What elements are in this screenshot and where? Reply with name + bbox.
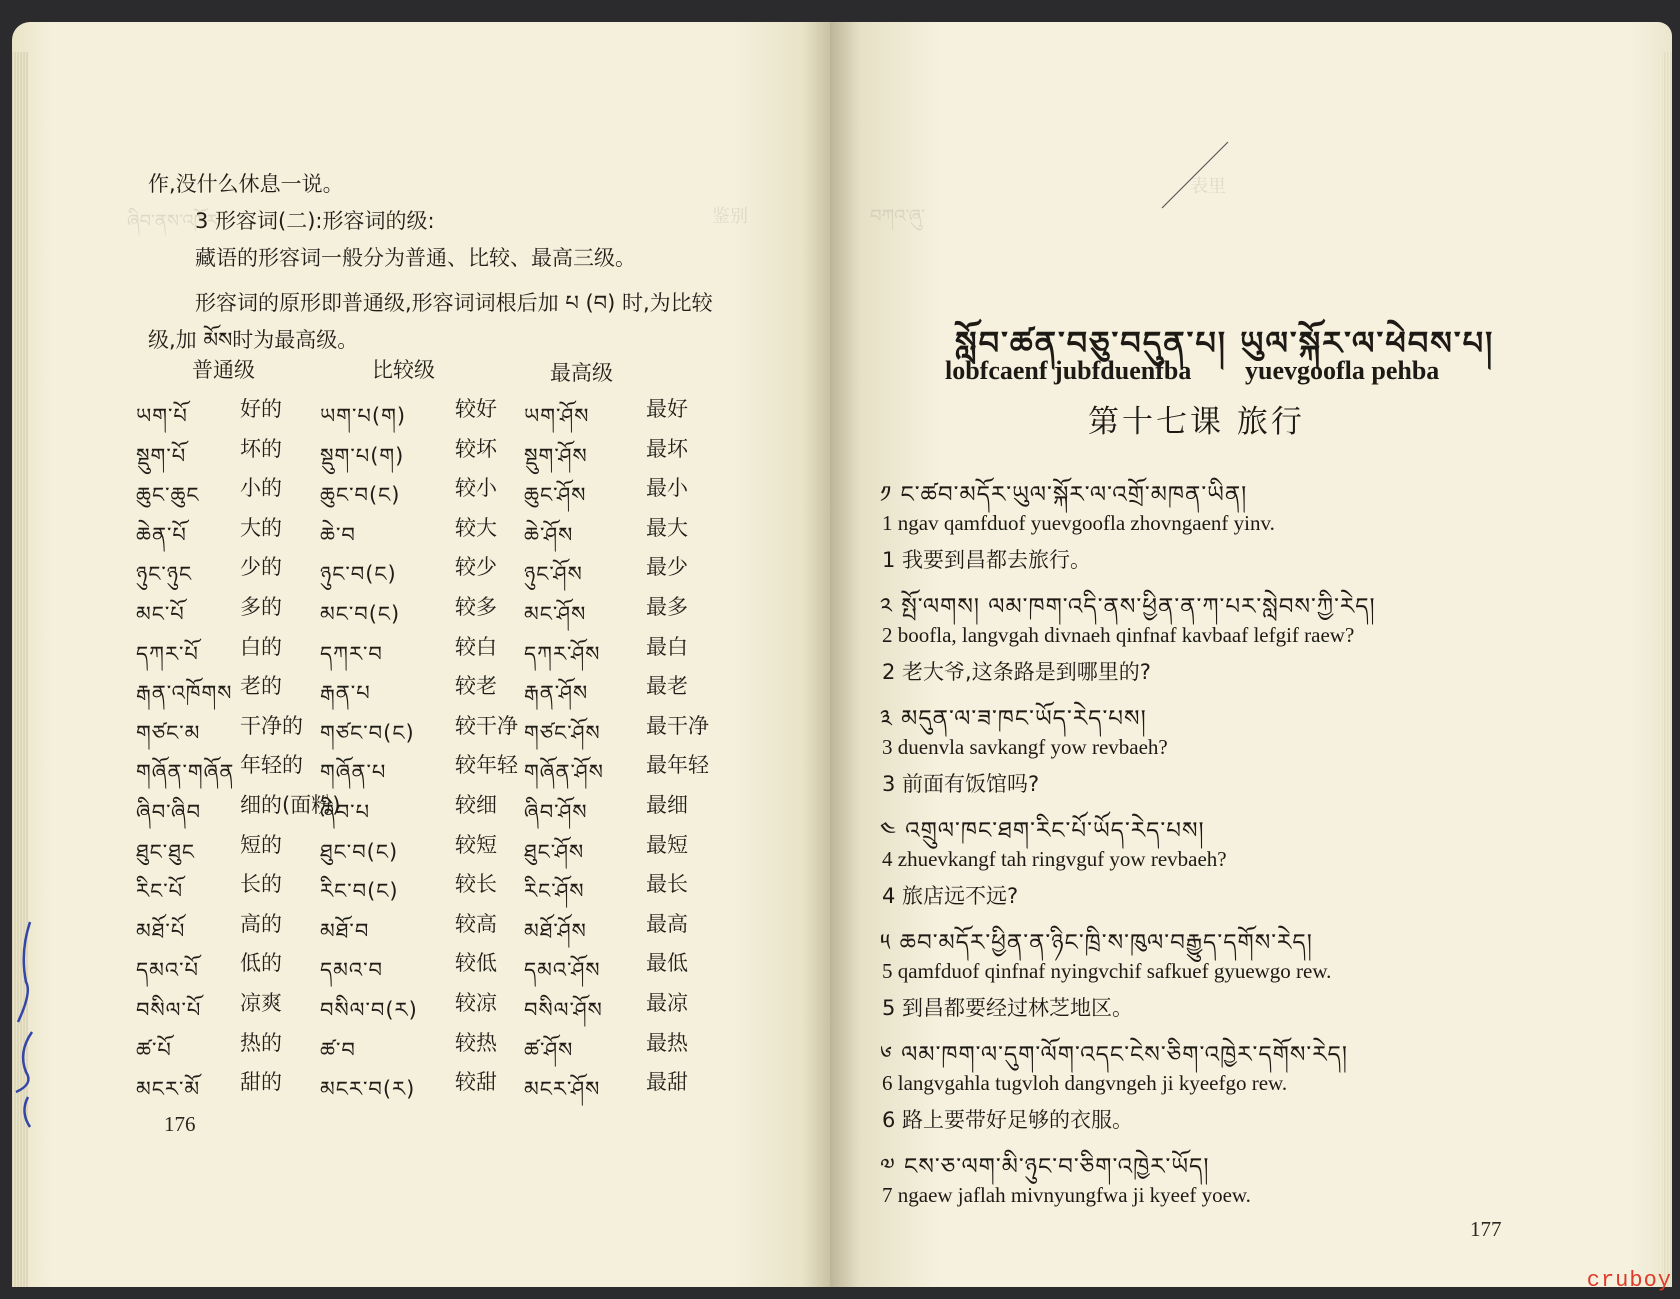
table-cell-sup-tib: རིང་ཤོས xyxy=(524,879,585,903)
table-cell-comp-tib: ཐུང་བ(ང) xyxy=(320,840,399,864)
table-cell-sup-tib: མངར་ཤོས xyxy=(524,1077,601,1101)
table-cell-sup-tib: གཙང་ཤོས xyxy=(524,721,601,745)
table-cell-sup-zh: 最短 xyxy=(646,833,688,857)
table-cell-comp-zh: 较白 xyxy=(455,635,497,659)
table-cell-sup-zh: 最大 xyxy=(646,516,688,540)
table-cell-comp-tib: ཉུང་བ(ང) xyxy=(320,562,397,586)
table-cell-comp-tib: བསིལ་བ(ར) xyxy=(320,998,418,1022)
table-cell-comp-zh: 较多 xyxy=(455,595,497,619)
table-cell-sup-tib: ཆུང་ཤོས xyxy=(524,483,587,507)
table-cell-zh: 短的 xyxy=(240,833,282,857)
sentence-tibetan: ༤ འགྲུལ་ཁང་ཐག་རིང་པོ་ཡོད་རེད་པས། xyxy=(880,818,1205,844)
table-cell-comp-zh: 较好 xyxy=(455,397,497,421)
page-number: 177 xyxy=(1470,1217,1502,1241)
table-cell-tib: རིང་པོ xyxy=(136,879,184,903)
table-cell-sup-tib: རྒན་ཤོས xyxy=(524,681,589,705)
table-cell-tib: དཀར་པོ xyxy=(136,642,199,666)
paragraph: 形容词的原形即普通级,形容词词根后加 པ (བ) 时,为比较 xyxy=(195,291,713,315)
left-page xyxy=(12,22,830,1287)
table-cell-comp-tib: ཚ་བ xyxy=(320,1038,356,1062)
table-cell-sup-zh: 最多 xyxy=(646,595,688,619)
table-cell-comp-zh: 较年轻 xyxy=(455,753,518,777)
table-cell-sup-tib: ཐུང་ཤོས xyxy=(524,840,585,864)
table-cell-comp-tib: ཡག་པ(ག) xyxy=(320,404,407,428)
table-cell-sup-tib: གཞོན་ཤོས xyxy=(524,760,604,784)
table-cell-comp-tib: ཆེ་བ xyxy=(320,523,356,547)
table-cell-sup-tib: ཞིབ་ཤོས xyxy=(524,800,588,824)
table-cell-sup-tib: དམའ་ཤོས xyxy=(524,958,601,982)
show-through-text: 表里 xyxy=(1190,176,1226,197)
table-cell-sup-zh: 最凉 xyxy=(646,991,688,1015)
sentence-tibetan: ༣ མདུན་ལ་ཟ་ཁང་ཡོད་རེད་པས། xyxy=(880,706,1147,732)
table-cell-comp-tib: མང་བ(ང) xyxy=(320,602,401,626)
table-cell-comp-tib: སྡུག་པ(ག) xyxy=(320,444,405,468)
page-edges xyxy=(1662,52,1672,1287)
sentence-romanization: 3 duenvla savkangf yow revbaeh? xyxy=(882,735,1168,759)
table-cell-zh: 多的 xyxy=(240,595,282,619)
table-cell-tib: མཐོ་པོ xyxy=(136,919,186,943)
table-cell-sup-zh: 最老 xyxy=(646,674,688,698)
handwritten-marks xyxy=(12,912,38,1142)
sentence-romanization: 4 zhuevkangf tah ringvguf yow revbaeh? xyxy=(882,847,1227,871)
sentence-romanization: 1 ngav qamfduof yuevgoofla zhovngaenf yinv. xyxy=(882,511,1275,535)
table-cell-tib: ཡག་པོ xyxy=(136,404,188,428)
table-cell-comp-zh: 较细 xyxy=(455,793,497,817)
table-cell-tib: མང་པོ xyxy=(136,602,185,626)
table-cell-comp-zh: 较干净 xyxy=(455,714,518,738)
table-cell-sup-tib: བསིལ་ཤོས xyxy=(524,998,603,1022)
table-cell-sup-tib: ཡག་ཤོས xyxy=(524,404,590,428)
table-cell-comp-zh: 较凉 xyxy=(455,991,497,1015)
sentence-tibetan: ༦ ལམ་ཁག་ལ་དུག་ལོག་འདང་ངེས་ཅིག་འཁྱེར་དགོས་རེད། xyxy=(880,1042,1348,1068)
pencil-mark xyxy=(1160,140,1230,210)
sentence-romanization: 5 qamfduof qinfnaf nyingvchif safkuef gyuewgo rew. xyxy=(882,959,1332,983)
table-cell-tib: ཆུང་ཆུང xyxy=(136,483,200,507)
table-cell-sup-tib: ཉུང་ཤོས xyxy=(524,562,583,586)
table-cell-sup-tib: དཀར་ཤོས xyxy=(524,642,601,666)
table-cell-zh: 干净的 xyxy=(240,714,303,738)
sentence-chinese: 3 前面有饭馆吗? xyxy=(882,772,1040,796)
table-cell-sup-tib: མང་ཤོས xyxy=(524,602,587,626)
table-cell-comp-tib: ཆུང་བ(ང) xyxy=(320,483,401,507)
table-cell-comp-zh: 较短 xyxy=(455,833,497,857)
table-cell-tib: མངར་མོ xyxy=(136,1077,201,1101)
table-cell-comp-zh: 较少 xyxy=(455,555,497,579)
table-cell-sup-tib: སྡུག་ཤོས xyxy=(524,444,588,468)
table-cell-sup-zh: 最长 xyxy=(646,872,688,896)
sentence-romanization: 7 ngaew jaflah mivnyungfwa ji kyeef yoew. xyxy=(882,1183,1251,1207)
column-header-superlative: 最高级 xyxy=(550,361,613,385)
table-cell-tib: རྒན་འཁོགས xyxy=(136,681,233,705)
lesson-title-tibetan: སློབ་ཚན་བཅུ་བདུན་པ། ཡུལ་སྐོར་ལ་ཕེབས་པ། xyxy=(955,324,1495,362)
table-cell-tib: ཐུང་ཐུང xyxy=(136,840,196,864)
paragraph: 级,加 མོས时为最高级。 xyxy=(148,328,359,352)
table-cell-comp-zh: 较高 xyxy=(455,912,497,936)
table-cell-comp-tib: ཞིབ་པ xyxy=(320,800,371,824)
show-through-text: 鉴别 xyxy=(712,206,748,227)
show-through-text: བཀའ་ཞུ་ xyxy=(870,206,926,227)
sentence-tibetan: ༡ ང་ཚབ་མདོར་ཡུལ་སྐོར་ལ་འགྲོ་མཁན་ཡིན། xyxy=(880,482,1248,508)
paragraph: 藏语的形容词一般分为普通、比较、最高三级。 xyxy=(195,246,636,270)
table-cell-sup-zh: 最干净 xyxy=(646,714,709,738)
table-cell-tib: ཉུང་ཉུང xyxy=(136,562,193,586)
table-cell-zh: 老的 xyxy=(240,674,282,698)
table-cell-comp-zh: 较长 xyxy=(455,872,497,896)
table-cell-zh: 甜的 xyxy=(240,1070,282,1094)
column-header-comparative: 比较级 xyxy=(372,358,435,382)
table-cell-comp-zh: 较甜 xyxy=(455,1070,497,1094)
table-cell-sup-zh: 最白 xyxy=(646,635,688,659)
sentence-chinese: 6 路上要带好足够的衣服。 xyxy=(882,1108,1134,1132)
table-cell-zh: 坏的 xyxy=(240,437,282,461)
table-cell-zh: 热的 xyxy=(240,1031,282,1055)
table-cell-sup-zh: 最坏 xyxy=(646,437,688,461)
table-cell-tib: གཞོན་གཞོན xyxy=(136,760,235,784)
table-cell-zh: 长的 xyxy=(240,872,282,896)
sentence-tibetan: ༥ ཆབ་མདོར་ཕྱིན་ན་ཉིང་ཁྲི་ས་ཁུལ་བརྒྱུད་དགོས་རེད། xyxy=(880,930,1313,956)
table-cell-sup-zh: 最甜 xyxy=(646,1070,688,1094)
table-cell-tib: ཞིབ་ཞིབ xyxy=(136,800,202,824)
sentence-chinese: 4 旅店远不远? xyxy=(882,884,1019,908)
intro-line: 作,没什么休息一说。 xyxy=(148,172,344,196)
lesson-title-chinese: 第十七课 旅行 xyxy=(1088,404,1305,440)
table-cell-comp-tib: གཞོན་པ xyxy=(320,760,387,784)
table-cell-zh: 年轻的 xyxy=(240,753,303,777)
table-cell-zh: 细的(面粉) xyxy=(240,793,341,817)
sentence-romanization: 6 langvgahla tugvloh dangvngeh ji kyeefgo rew. xyxy=(882,1071,1288,1095)
table-cell-zh: 好的 xyxy=(240,397,282,421)
table-cell-sup-zh: 最小 xyxy=(646,476,688,500)
sentence-chinese: 1 我要到昌都去旅行。 xyxy=(882,548,1092,572)
table-cell-tib: བསིལ་པོ xyxy=(136,998,202,1022)
lesson-title-roman-b: yuevgoofla pehba xyxy=(1245,356,1440,385)
table-cell-sup-tib: ཆེ་ཤོས xyxy=(524,523,574,547)
table-cell-sup-zh: 最细 xyxy=(646,793,688,817)
table-cell-zh: 低的 xyxy=(240,951,282,975)
table-cell-comp-tib: དམའ་བ xyxy=(320,958,384,982)
table-cell-zh: 小的 xyxy=(240,476,282,500)
sentence-tibetan: ༧ ངས་ཅ་ལག་མི་ཉུང་བ་ཅིག་འཁྱེར་ཡོད། xyxy=(880,1154,1210,1180)
table-cell-zh: 凉爽 xyxy=(240,991,282,1015)
sentence-tibetan: ༢ སྤོ་ལགས། ལམ་ཁག་འདི་ནས་ཕྱིན་ན་ཀ་པར་སླེབས་ཀྱི་རེད། xyxy=(880,594,1376,620)
table-cell-sup-zh: 最热 xyxy=(646,1031,688,1055)
table-cell-comp-tib: མཐོ་བ xyxy=(320,919,370,943)
table-cell-zh: 高的 xyxy=(240,912,282,936)
table-cell-comp-tib: རྒན་པ xyxy=(320,681,371,705)
table-cell-sup-tib: མཐོ་ཤོས xyxy=(524,919,587,943)
table-cell-comp-zh: 较低 xyxy=(455,951,497,975)
table-cell-comp-tib: དཀར་བ xyxy=(320,642,383,666)
table-cell-zh: 白的 xyxy=(240,635,282,659)
table-cell-comp-zh: 较老 xyxy=(455,674,497,698)
table-cell-sup-zh: 最低 xyxy=(646,951,688,975)
table-cell-comp-zh: 较热 xyxy=(455,1031,497,1055)
table-cell-comp-tib: རིང་བ(ང) xyxy=(320,879,399,903)
table-cell-comp-zh: 较大 xyxy=(455,516,497,540)
show-through-text: ཞིབ་ནས་འཁོར་ xyxy=(127,211,222,232)
table-cell-zh: 大的 xyxy=(240,516,282,540)
table-cell-tib: དམའ་པོ xyxy=(136,958,200,982)
right-page xyxy=(830,22,1672,1287)
table-cell-sup-zh: 最年轻 xyxy=(646,753,709,777)
table-cell-sup-tib: ཚ་ཤོས xyxy=(524,1038,574,1062)
table-cell-tib: སྡུག་པོ xyxy=(136,444,187,468)
section-heading: 3 形容词(二):形容词的级: xyxy=(195,209,435,233)
table-cell-tib: ཆེན་པོ xyxy=(136,523,187,547)
table-cell-zh: 少的 xyxy=(240,555,282,579)
table-cell-tib: ཚ་པོ xyxy=(136,1038,172,1062)
table-cell-comp-zh: 较小 xyxy=(455,476,497,500)
table-cell-comp-tib: མངར་བ(ར) xyxy=(320,1077,416,1101)
table-cell-sup-zh: 最好 xyxy=(646,397,688,421)
page-number: 176 xyxy=(164,1112,196,1136)
table-cell-sup-zh: 最少 xyxy=(646,555,688,579)
lesson-title-roman: lobfcaenf jubfduenfba xyxy=(945,356,1192,385)
table-cell-comp-zh: 较坏 xyxy=(455,437,497,461)
sentence-chinese: 2 老大爷,这条路是到哪里的? xyxy=(882,660,1151,684)
column-header-positive: 普通级 xyxy=(192,358,255,382)
table-cell-sup-zh: 最高 xyxy=(646,912,688,936)
sentence-chinese: 5 到昌都要经过林芝地区。 xyxy=(882,996,1134,1020)
sentence-romanization: 2 boofla, langvgah divnaeh qinfnaf kavbaaf lefgif raew? xyxy=(882,623,1355,647)
table-cell-comp-tib: གཙང་བ(ང) xyxy=(320,721,415,745)
watermark: cruboy xyxy=(1586,1268,1672,1293)
table-cell-tib: གཙང་མ xyxy=(136,721,201,745)
